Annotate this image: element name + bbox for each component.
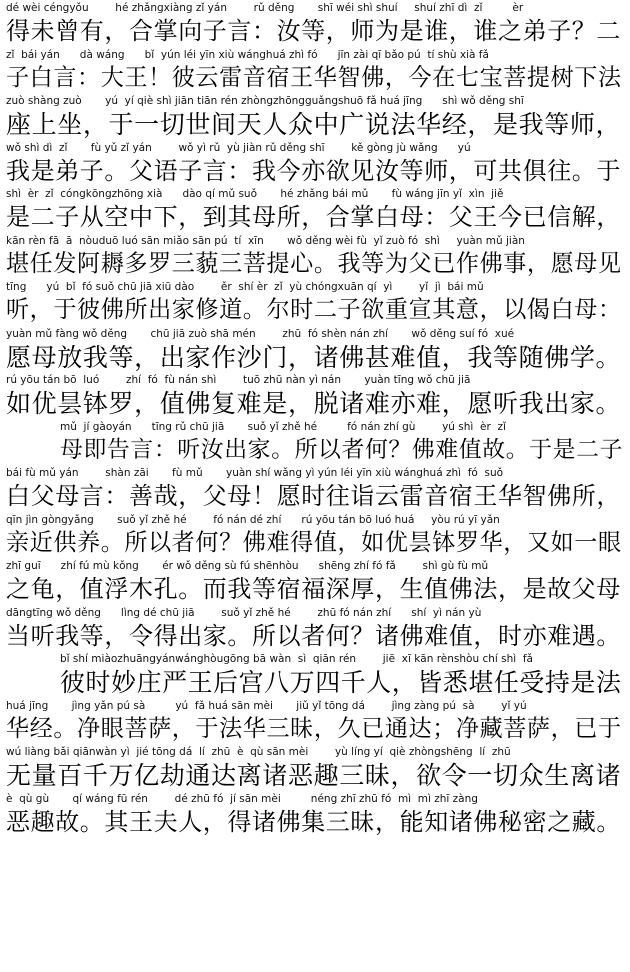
hanzi-line-13: 之龟，值浮木孔。而我等宿福深厚，生值佛法，是故父母 <box>6 575 621 603</box>
hanzi-line-8: 愿母放我等，出家作沙门，诸佛甚难值，我等随佛学。 <box>6 342 622 372</box>
pinyin-line-8: yuàn mǔ fàng wǒ děng chū jiā zuò shā mén zhū fó shèn nán zhí wǒ děng suí fó xué <box>6 327 515 340</box>
text-line-16 <box>6 700 626 747</box>
pinyin-line-15: bǐ shí miàozhuāngyánwánghòugōng bā wàn sì qiān rén jiē xī kān rènshòu chí shì fǎ <box>60 653 533 665</box>
pinyin-line-7: tīng yú bǐ fó suǒ chū jiā xiū dào ěr shí èr zǐ yù chóngxuān qí yì yǐ jì bái mǔ <box>6 281 484 293</box>
pinyin-line-13: zhī guī zhí fú mù kǒng ér wǒ děng sù fú shēnhòu shēng zhí fó fǎ shì gù fù mǔ <box>6 560 489 572</box>
pinyin-line-18: è qù gù qí wáng fū rén dé zhū fó jí sān mèi néng zhī zhū fó mì mì zhī zàng <box>6 792 478 805</box>
text-line-7 <box>6 281 626 328</box>
pinyin-line-5: shì èr zǐ cóngkōngzhōng xià dào qí mǔ suǒ hé zhǎng bái mǔ fù wáng jīn yǐ xìn jiě <box>6 188 504 200</box>
text-line-1 <box>6 2 626 49</box>
text-line-8 <box>6 328 626 375</box>
hanzi-line-14: 当听我等，令得出家。所以者何？诸佛难值，时亦难遇。 <box>6 621 621 650</box>
text-line-17 <box>6 746 626 793</box>
pinyin-line-16: huá jīng jìng yǎn pú sà yú fǎ huá sān mèi jiǔ yǐ tōng dá jìng zàng pú sà yǐ yú <box>6 699 527 712</box>
pinyin-line-3: zuò shàng zuò yú yí qiè shì jiān tiān rén zhòngzhōngguǎngshuō fǎ huá jīng shì wǒ děng shī <box>6 95 524 107</box>
hanzi-line-18: 恶趣故。其王夫人，得诸佛集三昧，能知诸佛秘密之藏。 <box>6 807 621 836</box>
hanzi-line-17: 无量百千万亿劫通达离诸恶趣三昧，欲令一切众生离诸 <box>6 761 622 790</box>
text-line-15 <box>6 653 626 700</box>
pinyin-line-10: mǔ jí gàoyán tīng rǔ chū jiā suǒ yǐ zhě hé fó nán zhí gù yú shì èr zǐ <box>60 420 506 433</box>
text-line-6 <box>6 235 626 282</box>
hanzi-line-5: 是二子从空中下，到其母所，合掌白母：父王今已信解， <box>6 203 621 231</box>
text-line-13 <box>6 560 626 607</box>
hanzi-line-9: 如优昙钵罗，值佛复难是，脱诸难亦难，愿听我出家。 <box>6 389 622 418</box>
text-line-4 <box>6 142 626 189</box>
text-line-14 <box>6 607 626 654</box>
hanzi-line-7: 听，于彼佛所出家修道。尔时二子欲重宣其意，以偈白母： <box>6 297 622 323</box>
text-line-3 <box>6 95 626 142</box>
hanzi-line-10: 母即告言：听汝出家。所以者何？佛难值故。于是二子 <box>60 436 624 463</box>
text-line-5 <box>6 188 626 235</box>
text-line-2 <box>6 49 626 96</box>
hanzi-line-15: 彼时妙庄严王后宫八万四千人，皆悉堪任受持是法 <box>60 668 622 697</box>
text-line-12 <box>6 514 626 561</box>
hanzi-line-3: 座上坐，于一切世间天人众中广说法华经，是我等师， <box>6 110 622 139</box>
pinyin-line-14: dāngtīng wǒ děng lìng dé chū jiā suǒ yǐ zhě hé zhū fó nán zhí shí yì nán yù <box>6 606 482 619</box>
pinyin-line-1: dé wèi céngyǒu hé zhǎngxiàng zǐ yán rǔ děng shī wéi shì shuí shuí zhī dì zǐ èr <box>6 2 524 14</box>
text-line-9 <box>6 374 626 421</box>
hanzi-line-2: 子白言：大王！彼云雷音宿王华智佛，今在七宝菩提树下法 <box>6 64 622 91</box>
pinyin-line-11: bái fù mǔ yán shàn zāi fù mǔ yuàn shí wǎng yì yún léi yīn xiù wánghuá zhì fó suǒ <box>6 467 504 479</box>
hanzi-line-16: 华经。净眼菩萨，于法华三昧，久已通达；净藏菩萨，已于 <box>6 715 622 742</box>
hanzi-line-11: 白父母言：善哉，父母！愿时往诣云雷音宿王华智佛所， <box>6 482 621 510</box>
pinyin-line-4: wǒ shì dì zǐ fù yǔ zǐ yán wǒ yì rǔ yù jiàn rǔ děng shī kě gòng jù wǎng yú <box>6 141 471 154</box>
pinyin-line-17: wú liàng bǎi qiānwàn yì jié tōng dá lí zhū è qù sān mèi yù líng yí qiè zhòngshēng lí zhū <box>6 746 511 758</box>
hanzi-line-1: 得未曾有，合掌向子言：汝等，师为是谁，谁之弟子？二 <box>6 17 621 45</box>
pinyin-line-12: qīn jìn gòngyǎng suǒ yǐ zhě hé fó nán dé zhí rú yōu tán bō luó huá yòu rú yī yǎn <box>6 513 500 526</box>
pinyin-line-6: kān rèn fā ā nòuduō luó sān miǎo sān pú tí xīn wǒ děng wèi fù yǐ zuò fó shì yuàn mǔ jiàn <box>6 234 525 247</box>
hanzi-line-4: 我是弟子。父语子言：我今亦欲见汝等师，可共俱往。于 <box>6 156 621 185</box>
pinyin-line-9: rú yōu tán bō luó zhí fó fù nán shì tuō zhū nàn yì nán yuàn tīng wǒ chū jiā <box>6 374 471 386</box>
text-line-11 <box>6 467 626 514</box>
pinyin-line-2: zǐ bái yán dà wáng bǐ yún léi yīn xiù wánghuá zhì fó jīn zài qī bǎo pú tí shù xià fǎ <box>6 48 489 61</box>
text-line-18 <box>6 793 626 840</box>
text-line-10 <box>6 421 626 468</box>
hanzi-line-12: 亲近供养。所以者何？佛难得值，如优昙钵罗华，又如一眼 <box>6 529 622 556</box>
hanzi-line-6: 堪任发阿耨多罗三藐三菩提心。我等为父已作佛事，愿母见 <box>6 250 622 277</box>
